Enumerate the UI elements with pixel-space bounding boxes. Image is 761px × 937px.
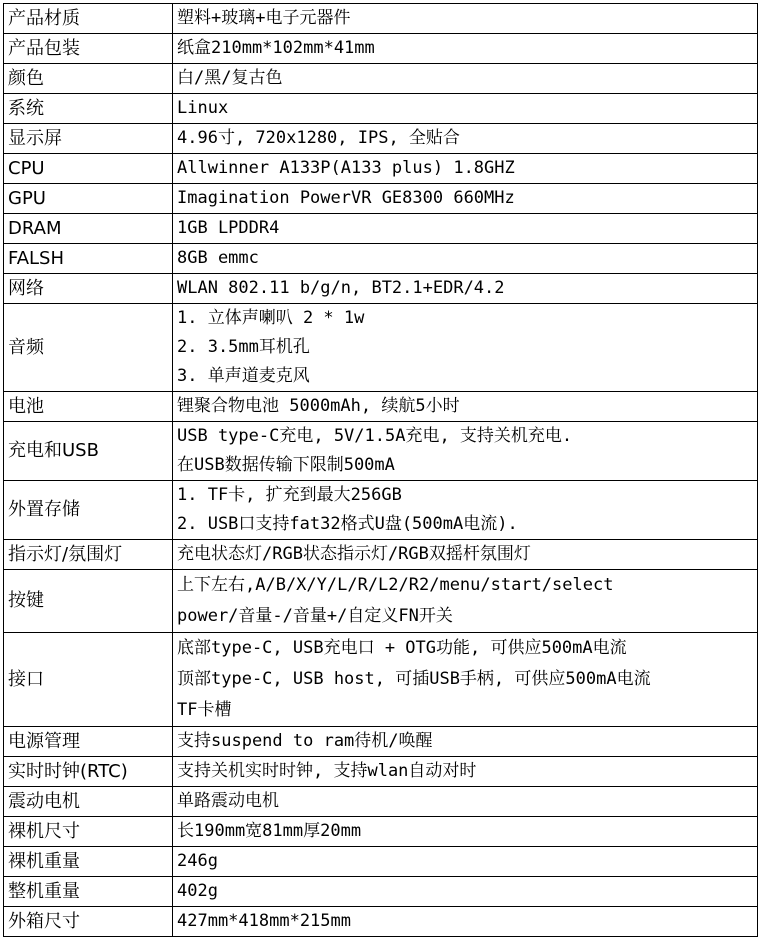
spec-value xyxy=(173,633,758,727)
spec-label: 震动电机 xyxy=(4,787,173,817)
spec-value-line: 单路震动电机 xyxy=(177,791,279,811)
spec-label: 网络 xyxy=(4,274,173,304)
spec-value-line: 顶部type-C, USB host, 可插USB手柄, 可供应500mA电流 xyxy=(177,669,651,689)
spec-label: 产品材质 xyxy=(4,4,173,34)
spec-value xyxy=(173,481,758,540)
spec-value xyxy=(173,570,758,633)
spec-row xyxy=(4,817,758,847)
spec-value xyxy=(173,304,758,392)
spec-row xyxy=(4,304,758,392)
spec-row xyxy=(4,757,758,787)
spec-row xyxy=(4,392,758,422)
spec-label: 颜色 xyxy=(4,64,173,94)
spec-row xyxy=(4,274,758,304)
spec-value-line: 3. 单声道麦克风 xyxy=(177,366,310,386)
spec-value xyxy=(173,4,758,34)
spec-value-line: 支持关机实时时钟, 支持wlan自动对时 xyxy=(177,761,477,781)
spec-label: 接口 xyxy=(4,633,173,727)
spec-table-body xyxy=(4,4,758,937)
spec-value-line: 1. TF卡, 扩充到最大256GB xyxy=(177,485,402,505)
spec-value xyxy=(173,540,758,570)
spec-row xyxy=(4,633,758,727)
spec-value xyxy=(173,184,758,214)
spec-label: 电池 xyxy=(4,392,173,422)
spec-value xyxy=(173,757,758,787)
spec-label: 按键 xyxy=(4,570,173,633)
spec-value-line: TF卡槽 xyxy=(177,700,232,720)
spec-row xyxy=(4,907,758,937)
spec-row xyxy=(4,34,758,64)
spec-value xyxy=(173,94,758,124)
spec-label: 电源管理 xyxy=(4,727,173,757)
spec-label: 裸机尺寸 xyxy=(4,817,173,847)
spec-label: 实时时钟(RTC) xyxy=(4,757,173,787)
spec-label: GPU xyxy=(4,184,173,214)
spec-value-line: Linux xyxy=(177,98,229,118)
spec-value xyxy=(173,274,758,304)
spec-value-line: power/音量-/音量+/自定义FN开关 xyxy=(177,606,453,626)
spec-value-line: 支持suspend to ram待机/唤醒 xyxy=(177,731,433,751)
spec-value-line: Allwinner A133P(A133 plus) 1.8GHZ xyxy=(177,158,515,178)
spec-value-line: 在USB数据传输下限制500mA xyxy=(177,455,395,475)
spec-value xyxy=(173,124,758,154)
spec-value-line: WLAN 802.11 b/g/n, BT2.1+EDR/4.2 xyxy=(177,278,505,298)
spec-value xyxy=(173,34,758,64)
spec-value-line: 纸盒210mm*102mm*41mm xyxy=(177,38,375,58)
spec-row xyxy=(4,787,758,817)
spec-value xyxy=(173,214,758,244)
spec-label: 充电和USB xyxy=(4,422,173,481)
spec-value-line: 402g xyxy=(177,881,218,901)
spec-value-line: 充电状态灯/RGB状态指示灯/RGB双摇杆氛围灯 xyxy=(177,544,531,564)
spec-value-line: 2. USB口支持fat32格式U盘(500mA电流). xyxy=(177,514,518,534)
spec-value xyxy=(173,877,758,907)
spec-label: CPU xyxy=(4,154,173,184)
spec-value xyxy=(173,422,758,481)
spec-row xyxy=(4,422,758,481)
spec-label: 外置存储 xyxy=(4,481,173,540)
spec-value xyxy=(173,727,758,757)
spec-value-line: 塑料+玻璃+电子元器件 xyxy=(177,8,351,28)
spec-value xyxy=(173,817,758,847)
spec-value-line: 4.96寸, 720x1280, IPS, 全贴合 xyxy=(177,128,460,148)
spec-row xyxy=(4,4,758,34)
spec-label: 裸机重量 xyxy=(4,847,173,877)
spec-label: 外箱尺寸 xyxy=(4,907,173,937)
spec-label: DRAM xyxy=(4,214,173,244)
spec-value-line: Imagination PowerVR GE8300 660MHz xyxy=(177,188,515,208)
spec-value-line: 底部type-C, USB充电口 + OTG功能, 可供应500mA电流 xyxy=(177,638,627,658)
spec-label: 产品包装 xyxy=(4,34,173,64)
spec-value-line: 1. 立体声喇叭 2 * 1w xyxy=(177,308,365,328)
spec-row xyxy=(4,154,758,184)
spec-value xyxy=(173,64,758,94)
spec-row xyxy=(4,64,758,94)
spec-row xyxy=(4,94,758,124)
spec-row xyxy=(4,124,758,154)
spec-label: 系统 xyxy=(4,94,173,124)
spec-row xyxy=(4,570,758,633)
spec-row xyxy=(4,727,758,757)
spec-value-line: 427mm*418mm*215mm xyxy=(177,911,351,931)
spec-row xyxy=(4,877,758,907)
spec-label: 整机重量 xyxy=(4,877,173,907)
spec-row xyxy=(4,244,758,274)
spec-value-line: 2. 3.5mm耳机孔 xyxy=(177,337,310,357)
spec-value xyxy=(173,907,758,937)
spec-value xyxy=(173,154,758,184)
spec-value-line: USB type-C充电, 5V/1.5A充电, 支持关机充电. xyxy=(177,426,573,446)
spec-value xyxy=(173,392,758,422)
spec-value-line: 长190mm宽81mm厚20mm xyxy=(177,821,362,841)
spec-row xyxy=(4,184,758,214)
spec-label: 指示灯/氛围灯 xyxy=(4,540,173,570)
spec-label: 音频 xyxy=(4,304,173,392)
spec-value-line: 白/黑/复古色 xyxy=(177,68,283,88)
spec-value-line: 1GB LPDDR4 xyxy=(177,218,280,238)
spec-value-line: 8GB emmc xyxy=(177,248,259,268)
spec-value-line: 246g xyxy=(177,851,218,871)
spec-value xyxy=(173,847,758,877)
spec-label: FALSH xyxy=(4,244,173,274)
spec-value xyxy=(173,244,758,274)
spec-row xyxy=(4,847,758,877)
spec-row xyxy=(4,214,758,244)
spec-value-line: 上下左右,A/B/X/Y/L/R/L2/R2/menu/start/select xyxy=(177,575,614,595)
spec-row xyxy=(4,540,758,570)
spec-table xyxy=(3,3,758,937)
spec-label: 显示屏 xyxy=(4,124,173,154)
spec-value xyxy=(173,787,758,817)
spec-row xyxy=(4,481,758,540)
spec-value-line: 锂聚合物电池 5000mAh, 续航5小时 xyxy=(177,396,460,416)
